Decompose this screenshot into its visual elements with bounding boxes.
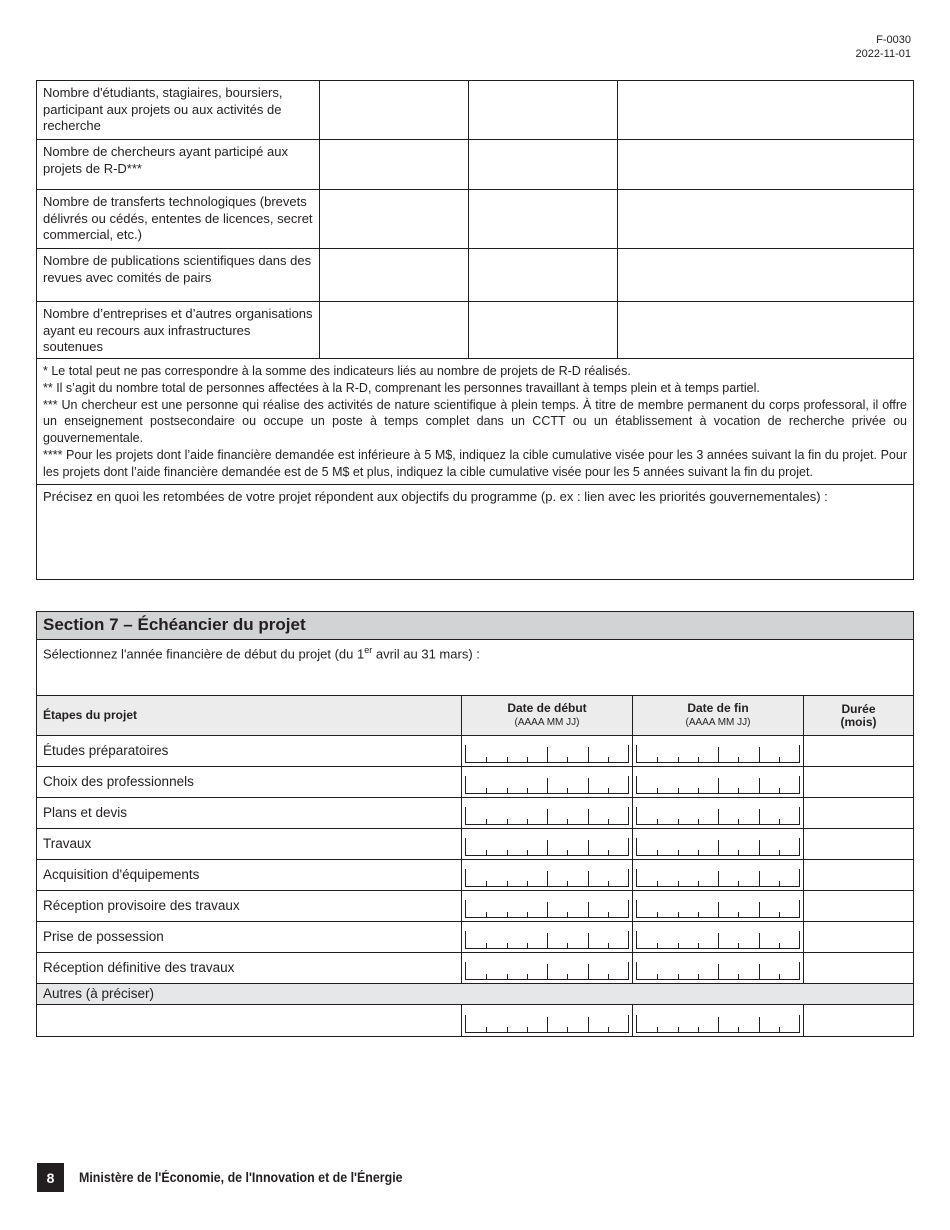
indicator-label: Nombre de publications scientifiques dans des revues avec comités de pairs — [37, 249, 320, 301]
indicator-value-field[interactable] — [469, 81, 618, 139]
stage-label: Plans et devis — [37, 798, 462, 828]
ministry-name: Ministère de l'Économie, de l'Innovation et de l'Énergie — [79, 1170, 403, 1185]
form-code — [856, 33, 911, 61]
start-date-header: Date de début (AAAA MM JJ) — [462, 696, 633, 735]
indicator-value-field[interactable] — [320, 249, 469, 301]
indicator-value-field[interactable] — [320, 81, 469, 139]
indicator-value-field[interactable] — [618, 140, 913, 189]
other-stage-field[interactable] — [37, 1005, 462, 1036]
duration-field[interactable] — [804, 1005, 913, 1036]
duration-field[interactable] — [804, 922, 913, 952]
duration-field[interactable] — [804, 860, 913, 890]
footnotes — [37, 359, 913, 485]
stage-label: Acquisition d'équipements — [37, 860, 462, 890]
start-date-field[interactable] — [465, 962, 629, 980]
indicator-value-field[interactable] — [618, 190, 913, 248]
footnote: * Le total peut ne pas correspondre à la somme des indicateurs liés au nombre de projets de R-D réalisés. — [43, 364, 631, 378]
duration-field[interactable] — [804, 953, 913, 983]
start-date-field[interactable] — [465, 869, 629, 887]
form-number: F-0030 — [876, 34, 911, 46]
indicator-value-field[interactable] — [469, 302, 618, 358]
indicator-label: Nombre de chercheurs ayant participé aux projets de R-D*** — [37, 140, 320, 189]
indicator-value-field[interactable] — [618, 249, 913, 301]
section-7 — [36, 611, 914, 1037]
start-date-field[interactable] — [465, 807, 629, 825]
retombees-field[interactable] — [37, 485, 913, 579]
start-year-prompt-end: avril au 31 mars) : — [372, 646, 480, 662]
form-date: 2022-11-01 — [855, 48, 911, 60]
footnote: **** Pour les projets dont l’aide financière demandée est inférieure à 5 M$, indiquez la cible cumulative visée pour les 3 années suivant la fin du projet. Pour les projets dont l’aide financière demandée est de 5 M$ et plus, indiquez la cible cumulative visée pour les 5 années suivant la fin du projet. — [43, 447, 907, 479]
start-year-prompt: Sélectionnez l'année financière de début du projet (du 1 — [43, 646, 365, 662]
end-date-field[interactable] — [636, 745, 800, 763]
start-date-cell — [462, 829, 633, 859]
duration-header: Durée (mois) — [840, 701, 877, 729]
schedule-row — [37, 736, 913, 767]
other-stage-row — [37, 1005, 913, 1036]
schedule-row — [37, 767, 913, 798]
start-date-field[interactable] — [465, 931, 629, 949]
end-date-field[interactable] — [636, 1015, 800, 1033]
end-date-field[interactable] — [636, 807, 800, 825]
start-date-field[interactable] — [465, 1015, 629, 1033]
retombees-label: Précisez en quoi les retombées de votre projet répondent aux objectifs du programme (p. ex : lien avec les priorités gouvernementales) : — [43, 488, 828, 504]
duration-field[interactable] — [804, 829, 913, 859]
stage-label: Prise de possession — [37, 922, 462, 952]
duration-field[interactable] — [804, 736, 913, 766]
indicator-row — [37, 140, 913, 190]
end-date-field[interactable] — [636, 776, 800, 794]
page-footer — [37, 1163, 431, 1192]
end-date-field[interactable] — [636, 962, 800, 980]
end-date-cell — [633, 860, 804, 890]
stage-label: Réception provisoire des travaux — [37, 891, 462, 921]
duration-field[interactable] — [804, 798, 913, 828]
end-date-header: Date de fin (AAAA MM JJ) — [633, 696, 804, 735]
indicator-value-field[interactable] — [469, 190, 618, 248]
schedule-row — [37, 798, 913, 829]
start-date-cell — [462, 953, 633, 983]
end-date-cell — [633, 829, 804, 859]
page-number: 8 — [37, 1163, 64, 1192]
schedule-header-row — [37, 696, 913, 736]
end-date-cell — [633, 922, 804, 952]
end-date-cell — [633, 767, 804, 797]
indicator-value-field[interactable] — [320, 190, 469, 248]
indicator-label: Nombre d'étudiants, stagiaires, boursiers, participant aux projets ou aux activités de recherche — [37, 81, 320, 139]
end-date-cell — [633, 1005, 804, 1036]
indicators-table — [36, 80, 914, 580]
stage-label: Réception définitive des travaux — [37, 953, 462, 983]
start-date-cell — [462, 736, 633, 766]
schedule-row — [37, 953, 913, 984]
indicator-label: Nombre d’entreprises et d’autres organisations ayant eu recours aux infrastructures soutenues — [37, 302, 320, 358]
start-date-cell — [462, 891, 633, 921]
schedule-row — [37, 922, 913, 953]
end-date-field[interactable] — [636, 900, 800, 918]
section-7-title: Section 7 – Échéancier du projet — [37, 612, 913, 640]
ordinal-suffix: er — [364, 645, 373, 655]
indicator-value-field[interactable] — [618, 302, 913, 358]
schedule-row — [37, 829, 913, 860]
end-date-field[interactable] — [636, 838, 800, 856]
indicator-value-field[interactable] — [469, 140, 618, 189]
indicator-value-field[interactable] — [320, 140, 469, 189]
start-date-field[interactable] — [465, 838, 629, 856]
duration-field[interactable] — [804, 767, 913, 797]
footnote: ** Il s’agit du nombre total de personnes affectées à la R-D, comprenant les personnes travaillant à temps plein et à temps partiel. — [43, 380, 760, 395]
end-date-field[interactable] — [636, 869, 800, 887]
start-date-field[interactable] — [465, 900, 629, 918]
indicator-label: Nombre de transferts technologiques (brevets délivrés ou cédés, ententes de licences, secret commercial, etc.) — [37, 190, 320, 248]
stage-label: Choix des professionnels — [37, 767, 462, 797]
indicator-row — [37, 249, 913, 302]
stage-label: Études préparatoires — [37, 736, 462, 766]
end-date-cell — [633, 736, 804, 766]
start-date-cell — [462, 922, 633, 952]
start-date-cell — [462, 1005, 633, 1036]
other-stages-label: Autres (à préciser) — [37, 984, 913, 1005]
stages-header: Étapes du projet — [37, 696, 462, 735]
start-date-field[interactable] — [465, 776, 629, 794]
indicator-value-field[interactable] — [320, 302, 469, 358]
end-date-cell — [633, 798, 804, 828]
duration-field[interactable] — [804, 891, 913, 921]
indicator-row — [37, 302, 913, 359]
schedule-row — [37, 891, 913, 922]
indicator-row — [37, 190, 913, 249]
start-date-cell — [462, 860, 633, 890]
start-year-field[interactable] — [37, 640, 913, 696]
indicator-value-field[interactable] — [618, 81, 913, 139]
schedule-row — [37, 860, 913, 891]
stage-label: Travaux — [37, 829, 462, 859]
footnote: *** Un chercheur est une personne qui réalise des activités de nature scientifique à plein temps. À titre de membre permanent du corps professoral, il offre un enseignement postsecondaire ou occupe un poste à temps complet dans un CCTT ou un établissement à vocation de recherche privée ou gouvernementale. — [43, 397, 907, 446]
indicator-row — [37, 81, 913, 140]
end-date-field[interactable] — [636, 931, 800, 949]
start-date-cell — [462, 767, 633, 797]
end-date-cell — [633, 953, 804, 983]
indicator-value-field[interactable] — [469, 249, 618, 301]
end-date-cell — [633, 891, 804, 921]
start-date-cell — [462, 798, 633, 828]
start-date-field[interactable] — [465, 745, 629, 763]
